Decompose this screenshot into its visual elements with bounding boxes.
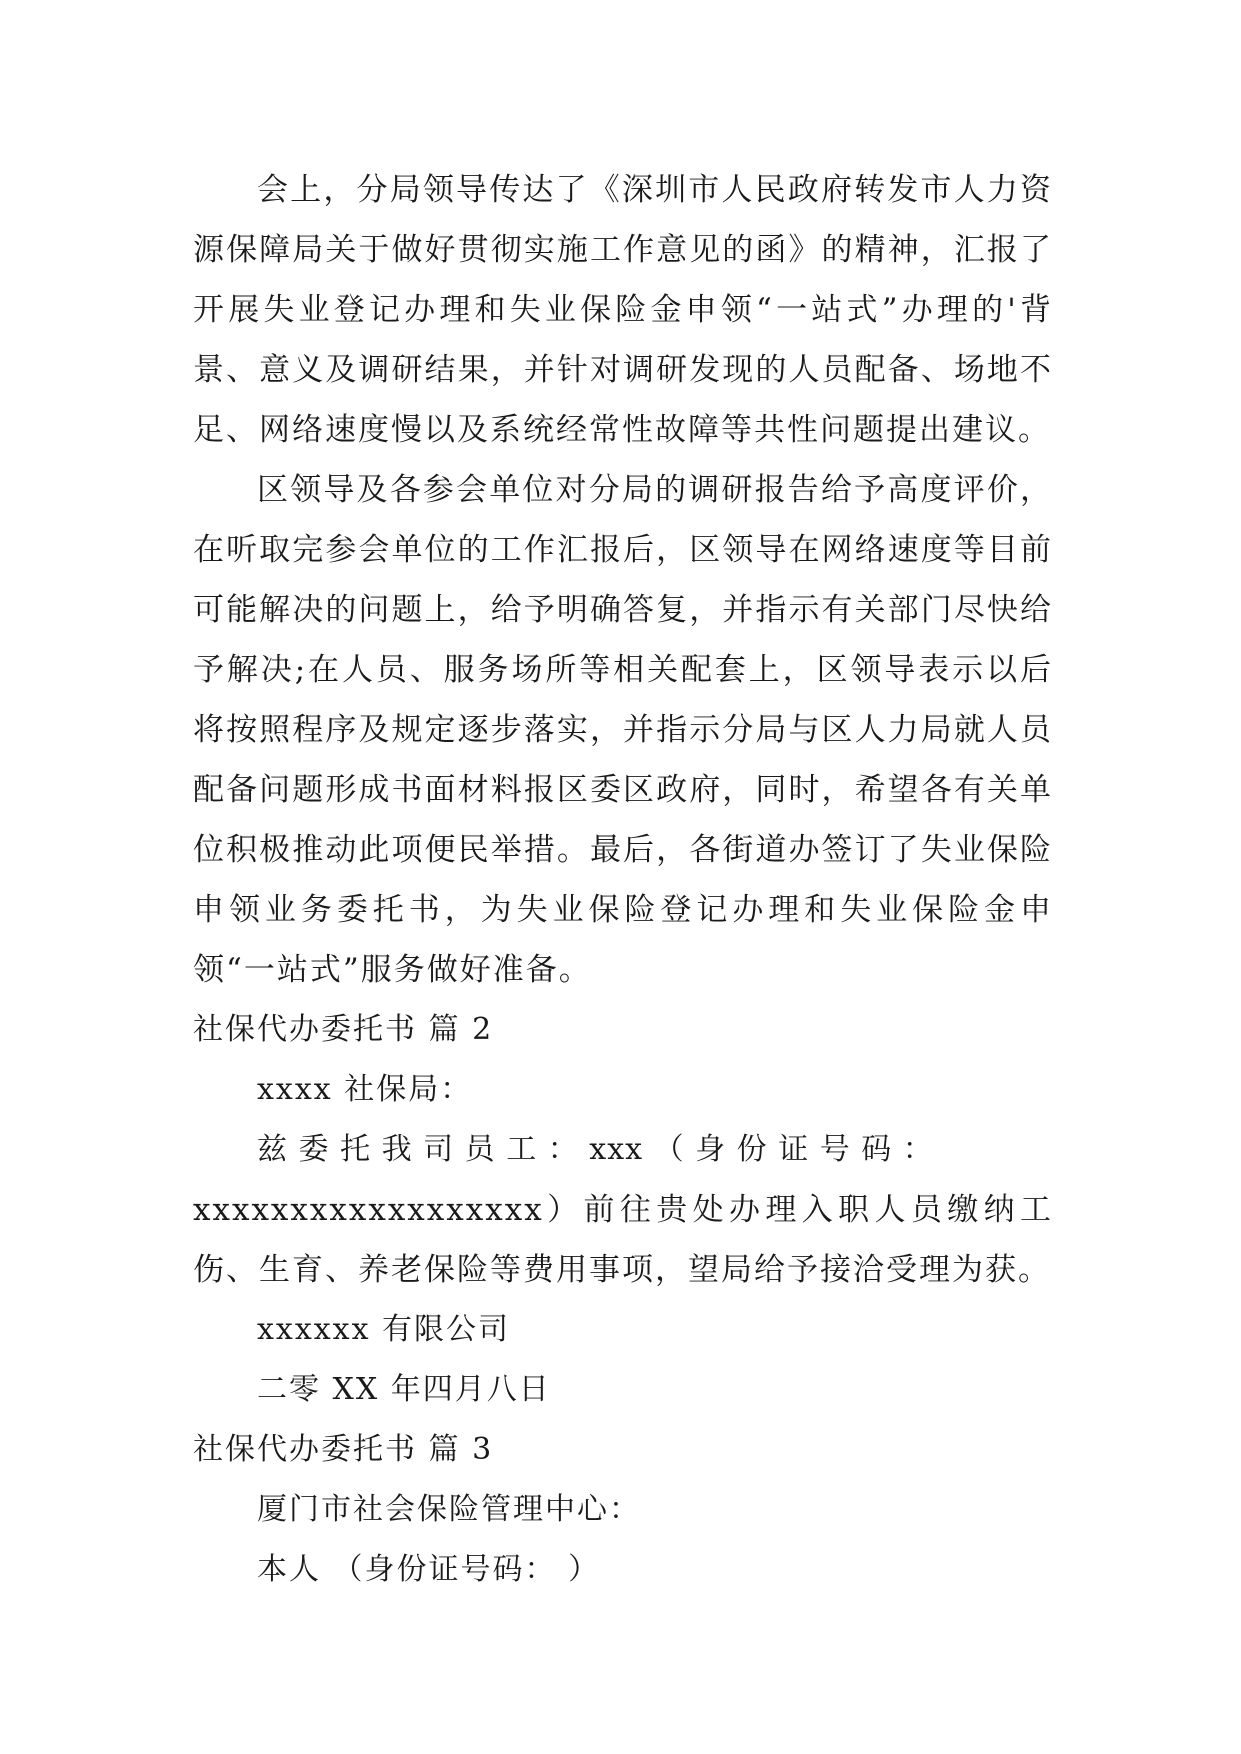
document-content [193, 160, 1053, 1600]
section-3-addressee: 厦门市社会保险管理中心： [257, 1492, 641, 1527]
paragraph-leadership-response: 区领导及各参会单位对分局的调研报告给予高度评价，在听取完参会单位的工作汇报后，区领导在网络速度等目前可能解决的问题上，给予明确答复，并指示有关部门尽快给予解决;在人员、服务场所等相关配套上，区领导表示以后将按照程序及规定逐步落实，并指示分局与区人力局就人员配备问题形成书面材料报区委区政府，同时，希望各有关单位积极推动此项便民举措。最后，各街道办签订了失业保险申领业务委托书，为失业保险登记办理和失业保险金申领“一站式”服务做好准备。 [193, 472, 1053, 988]
section-2-date: 二零 XX 年四月八日 [257, 1372, 551, 1407]
paragraph-meeting-summary: 会上，分局领导传达了《深圳市人民政府转发市人力资源保障局关于做好贯彻实施工作意见的函》的精神，汇报了开展失业登记办理和失业保险金申领“一站式”办理的'背景、意义及调研结果，并针对调研发现的人员配备、场地不足、网络速度慢以及系统经常性故障等共性问题提出建议。 [193, 172, 1053, 448]
section-2-body-line-1: 兹 委 托 我 司 员 工 ： xxx （ 身 份 证 号 码 ： [257, 1132, 934, 1167]
section-2-heading: 社保代办委托书 篇 2 [193, 1012, 494, 1047]
section-3-body: 本人 （身份证号码： ） [257, 1552, 601, 1587]
section-3-heading: 社保代办委托书 篇 3 [193, 1432, 494, 1467]
section-2-company: xxxxxx 有限公司 [257, 1312, 511, 1347]
section-2-addressee: xxxx 社保局： [257, 1072, 473, 1107]
section-2-body-rest: xxxxxxxxxxxxxxxxxx）前往贵处办理入职人员缴纳工伤、生育、养老保险等费用事项，望局给予接洽受理为获。 [193, 1192, 1053, 1288]
